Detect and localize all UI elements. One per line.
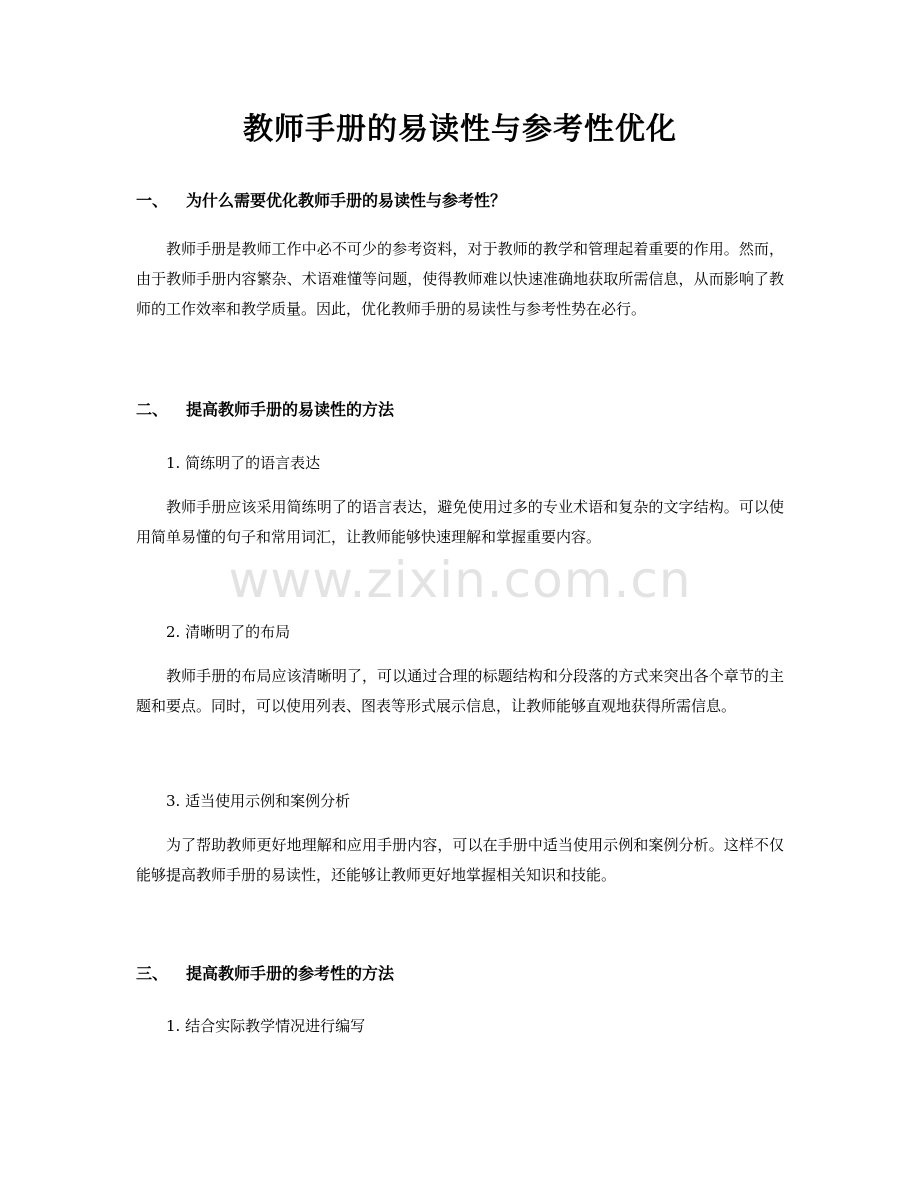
section-1-paragraph: 教师手册是教师工作中必不可少的参考资料，对于教师的教学和管理起着重要的作用。然而，由于教师手册内容繁杂、术语难懂等问题，使得教师难以快速准确地获取所需信息，从而影响了教师的工作效率和教学质量。因此，优化教师手册的易读性与参考性势在必行。 (136, 240, 784, 318)
paragraph-2-2: 教师手册的布局应该清晰明了，可以通过合理的标题结构和分段落的方式来突出各个章节的主题和要点。同时，可以使用列表、图表等形式展示信息，让教师能够直观地获得所需信息。 (136, 667, 784, 715)
subheading-2-1: 1. 简练明了的语言表达 (166, 454, 321, 472)
section-heading-3 (136, 963, 394, 985)
document-title: 教师手册的易读性与参考性优化 (243, 112, 677, 147)
section-heading-2 (136, 399, 394, 421)
section-number: 二、 (136, 400, 169, 419)
subheading-3-1: 1. 结合实际教学情况进行编写 (166, 1017, 366, 1035)
section-number: 三、 (136, 964, 169, 983)
subheading-2-3: 3. 适当使用示例和案例分析 (166, 792, 351, 810)
section-number: 一、 (136, 191, 169, 210)
paragraph-2-1: 教师手册应该采用简练明了的语言表达，避免使用过多的专业术语和复杂的文字结构。可以使用简单易懂的句子和常用词汇，让教师能够快速理解和掌握重要内容。 (136, 498, 784, 546)
watermark: www.zixin.com.cn (228, 551, 692, 609)
section-heading-text: 提高教师手册的易读性的方法 (186, 400, 395, 419)
paragraph-2-3: 为了帮助教师更好地理解和应用手册内容，可以在手册中适当使用示例和案例分析。这样不仅能够提高教师手册的易读性，还能够让教师更好地掌握相关知识和技能。 (136, 836, 784, 884)
section-heading-text: 为什么需要优化教师手册的易读性与参考性？ (186, 191, 507, 210)
section-heading-1 (136, 190, 506, 212)
subheading-2-2: 2. 清晰明了的布局 (166, 623, 291, 641)
section-heading-text: 提高教师手册的参考性的方法 (186, 964, 395, 983)
